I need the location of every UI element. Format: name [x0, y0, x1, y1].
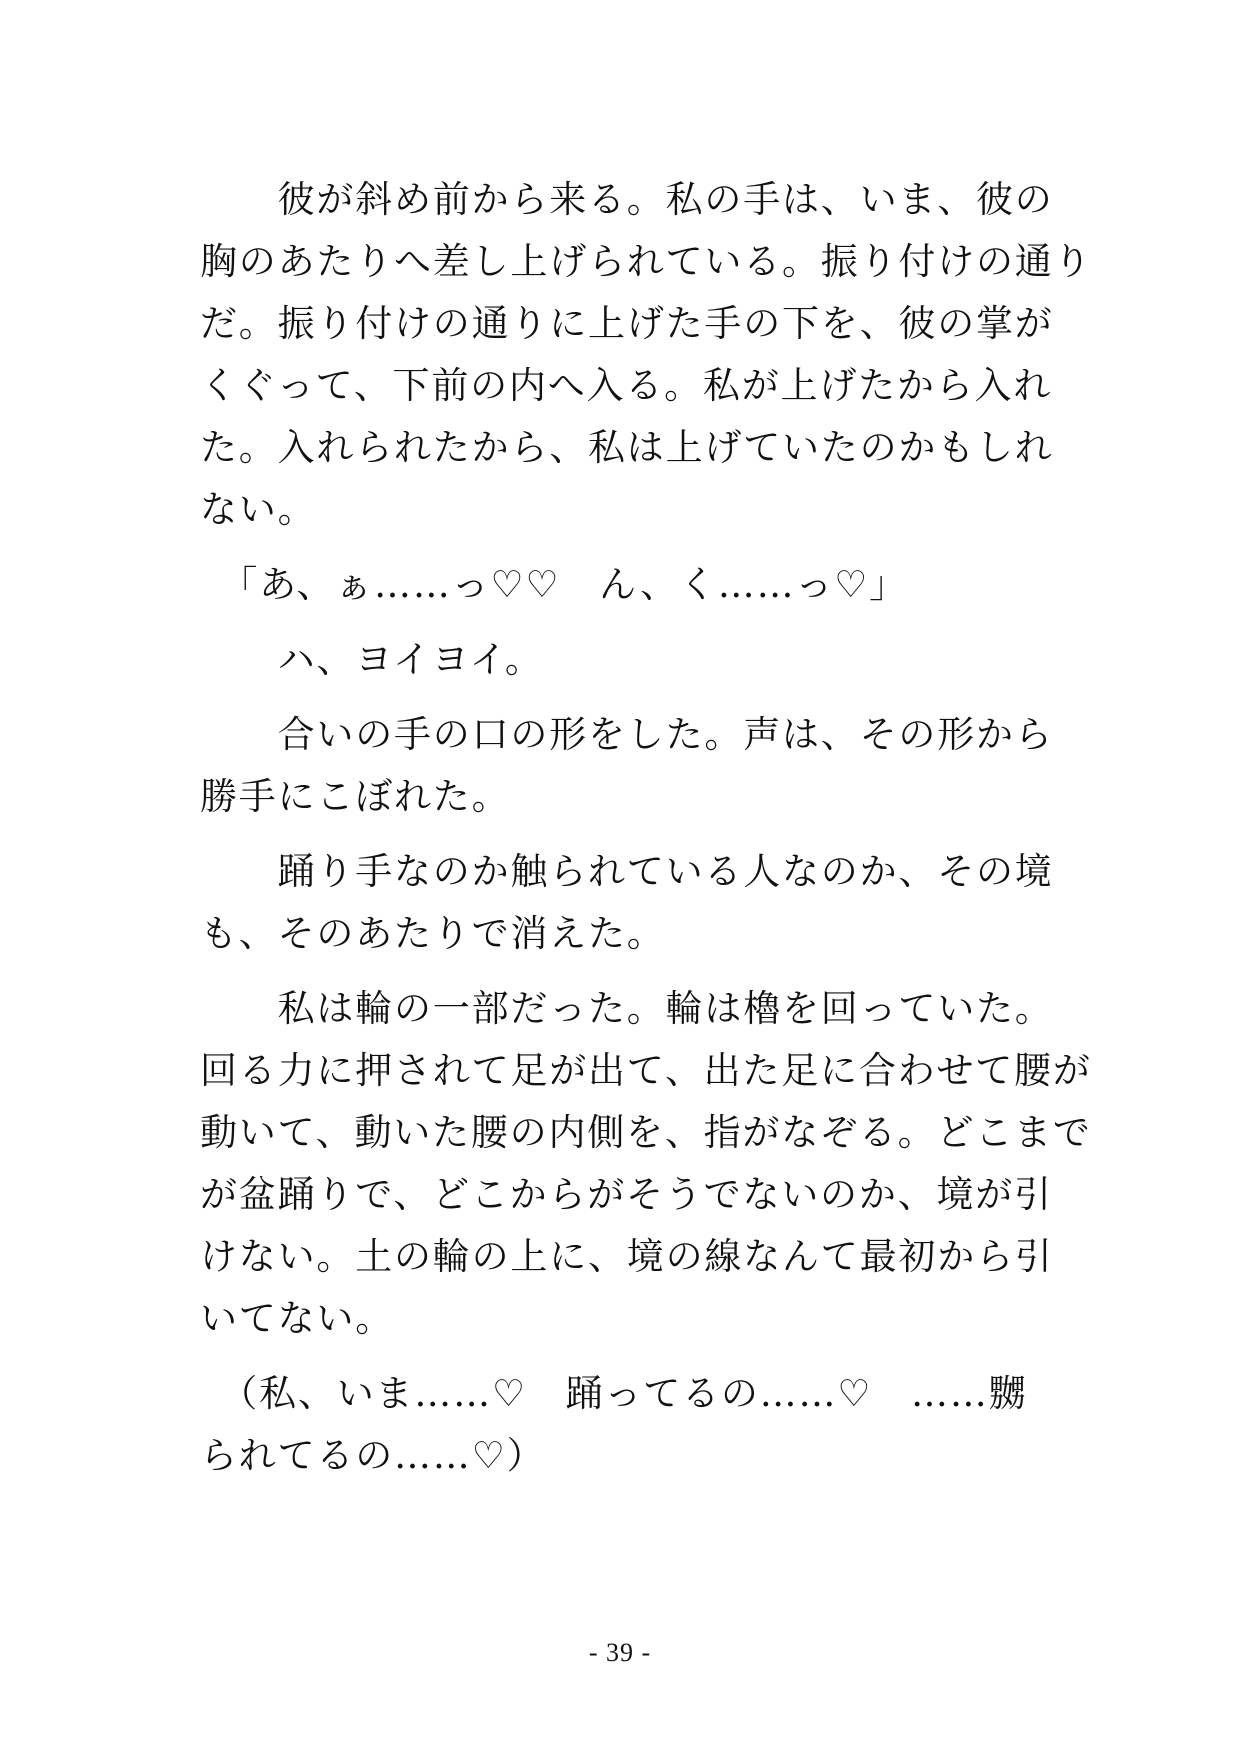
inner-thought-line: られてるの……♡）: [200, 1434, 546, 1477]
text-line: だ。振り付けの通りに上げた手の下を、彼の掌が: [200, 302, 1054, 345]
text-line: けない。土の輪の上に、境の線なんて最初から引: [200, 1235, 1054, 1278]
text-line: が盆踊りで、どこからがそうでないのか、境が引: [200, 1173, 1053, 1216]
text-line: 勝手にこぼれた。: [200, 775, 511, 818]
text-line: 合いの手の口の形をした。声は、その形から: [200, 713, 1054, 756]
text-line: 踊り手なのか触られている人なのか、その境: [200, 850, 1054, 893]
text-line: 胸のあたりへ差し上げられている。振り付けの通り: [200, 240, 1093, 283]
text-line: いてない。: [200, 1297, 394, 1340]
page-number: - 39 -: [588, 1638, 652, 1667]
text-line: ハ、ヨイヨイ。: [200, 638, 544, 681]
text-line: くぐって、下前の内へ入る。私が上げたから入れ: [200, 364, 1053, 407]
text-line: 彼が斜め前から来る。私の手は、いま、彼の: [200, 178, 1054, 221]
text-line: 回る力に押されて足が出て、出た足に合わせて腰が: [200, 1049, 1092, 1092]
inner-thought-line: （私、いま……♡ 踊ってるの……♡ ……嬲: [200, 1372, 1028, 1415]
text-line: 私は輪の一部だった。輪は櫓を回っていた。: [200, 987, 1054, 1030]
text-line: 動いて、動いた腰の内側を、指がなぞる。どこまで: [200, 1111, 1092, 1154]
text-line: た。入れられたから、私は上げていたのかもしれ: [200, 426, 1054, 469]
text-line: も、そのあたりで消えた。: [200, 912, 666, 955]
dialogue-line: 「あ、ぁ……っ♡♡ ん、く……っ♡」: [200, 563, 908, 606]
text-line: ない。: [200, 488, 317, 531]
